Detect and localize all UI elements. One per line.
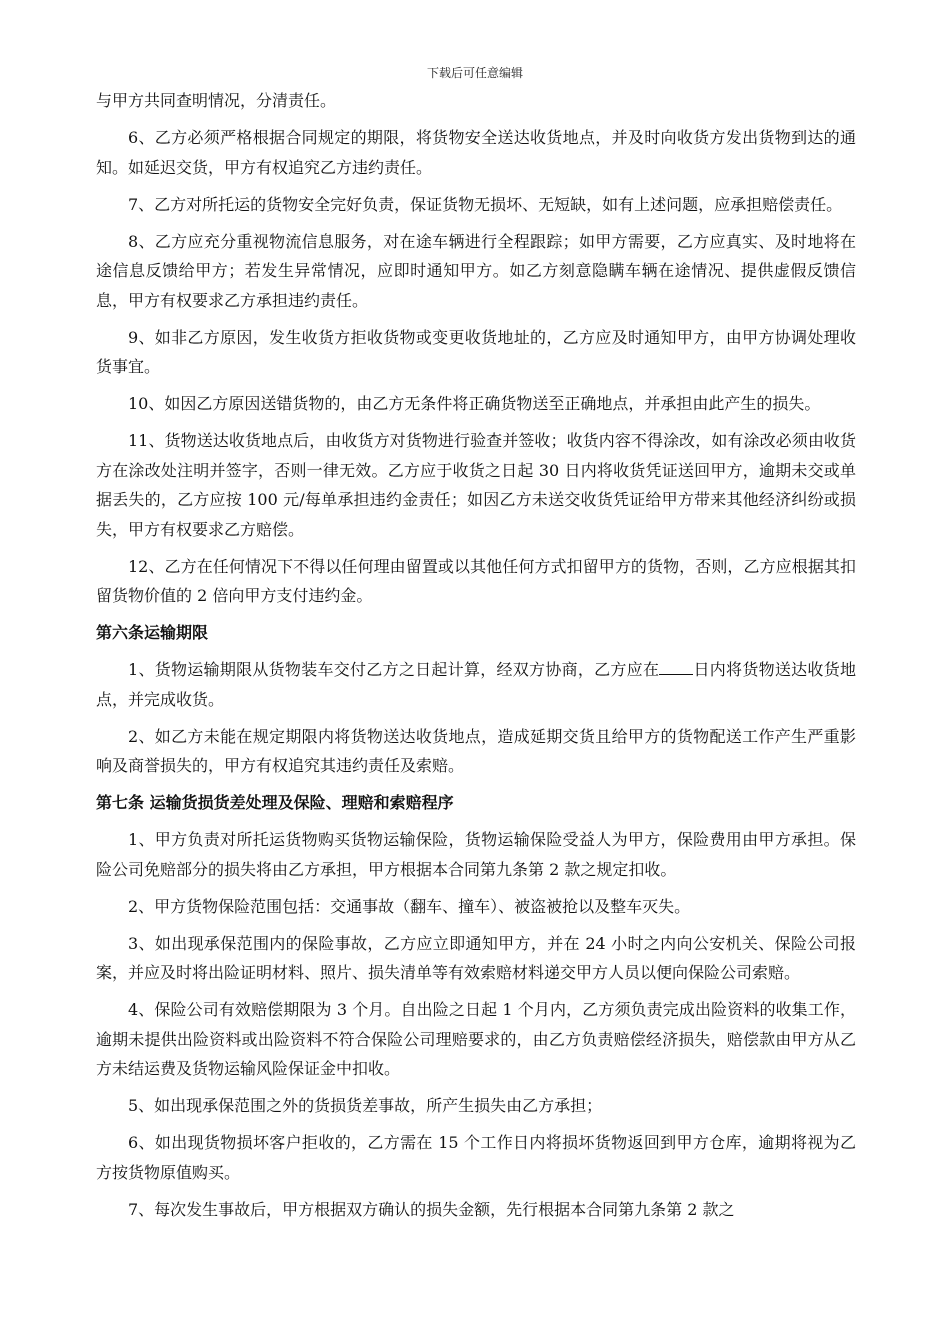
section-6-item-2: 2、如乙方未能在规定期限内将货物送达收货地点，造成延期交货且给甲方的货物配送工作产生严重影响及商誉损失的，甲方有权追究其违约责任及索赔。 — [96, 726, 856, 775]
section-7-item-1: 1、甲方负责对所托运货物购买货物运输保险，货物运输保险受益人为甲方，保险费用由甲方承担。保险公司免赔部分的损失将由乙方承担，甲方根据本合同第九条第 2 款之规定扣收。 — [96, 830, 856, 879]
paragraph-6: 6、乙方必须严格根据合同规定的期限，将货物安全送达收货地点，并及时向收货方发出货物到达的通知。如延迟交货，甲方有权追究乙方违约责任。 — [96, 128, 856, 177]
paragraph-9: 9、如非乙方原因，发生收货方拒收货物或变更收货地址的，乙方应及时通知甲方，由甲方协调处理收货事宜。 — [96, 327, 856, 376]
section-6-item-1-text-after: 日内将货物送达收货地点，并完成收货。 — [96, 660, 856, 709]
section-7-item-7: 7、每次发生事故后，甲方根据双方确认的损失金额，先行根据本合同第九条第 2 款之 — [128, 1199, 735, 1219]
paragraph-7: 7、乙方对所托运的货物安全完好负责，保证货物无损坏、无短缺，如有上述问题，应承担赔偿责任。 — [128, 194, 843, 214]
section-7-heading: 第七条 运输货损货差处理及保险、理赔和索赔程序 — [96, 793, 454, 812]
paragraph-8: 8、乙方应充分重视物流信息服务，对在途车辆进行全程跟踪；如甲方需要，乙方应真实、及时地将在途信息反馈给甲方；若发生异常情况，应即时通知甲方。如乙方刻意隐瞒车辆在途情况、提供虚假反馈信息，甲方有权要求乙方承担违约责任。 — [96, 231, 856, 310]
section-7-item-4: 4、保险公司有效赔偿期限为 3 个月。自出险之日起 1 个月内，乙方须负责完成出险资料的收集工作，逾期未提供出险资料或出险资料不符合保险公司理赔要求的，由乙方负责赔偿经济损失，赔偿款由甲方从乙方未结运费及货物运输风险保证金中扣收。 — [96, 1000, 856, 1078]
section-6-heading: 第六条运输期限 — [96, 623, 209, 642]
fill-in-blank-days — [659, 660, 693, 675]
paragraph-10: 10、如因乙方原因送错货物的，由乙方无条件将正确货物送至正确地点，并承担由此产生的损失。 — [128, 394, 821, 413]
document-body — [96, 86, 856, 1232]
page-header: 下载后可任意编辑 — [426, 66, 523, 80]
section-7-item-2: 2、甲方货物保险范围包括：交通事故（翻车、撞车）、被盗被抢以及整车灭失。 — [128, 896, 691, 916]
paragraph-12: 12、乙方在任何情况下不得以任何理由留置或以其他任何方式扣留甲方的货物，否则，乙方应根据其扣留货物价值的 2 倍向甲方支付违约金。 — [96, 556, 856, 605]
section-7-item-5: 5、如出现承保范围之外的货损货差事故，所产生损失由乙方承担； — [128, 1096, 603, 1115]
section-6-item-1-text-before: 1、货物运输期限从货物装车交付乙方之日起计算，经双方协商，乙方应在 — [128, 660, 660, 679]
paragraph-11: 11、货物送达收货地点后，由收货方对货物进行验查并签收；收货内容不得涂改，如有涂改必须由收货方在涂改处注明并签字，否则一律无效。乙方应于收货之日起 30 日内将收货凭证送回甲方，逾期未交或单据丢失的，乙方应按 100 元/每单承担违约金责任；如因乙方未送交收货凭证给甲方带来其他经济纠纷或损失，甲方有权要求乙方赔偿。 — [96, 431, 856, 539]
section-7-item-6: 6、如出现货物损坏客户拒收的，乙方需在 15 个工作日内将损坏货物返回到甲方仓库，逾期将视为乙方按货物原值购买。 — [96, 1133, 856, 1182]
section-7-item-3: 3、如出现承保范围内的保险事故，乙方应立即通知甲方，并在 24 小时之内向公安机关、保险公司报案，并应及时将出险证明材料、照片、损失清单等有效索赔材料递交甲方人员以便向保险公司索赔。 — [96, 933, 856, 982]
paragraph-continuation: 与甲方共同查明情况，分清责任。 — [96, 91, 337, 110]
section-6-item-1 — [96, 655, 856, 714]
